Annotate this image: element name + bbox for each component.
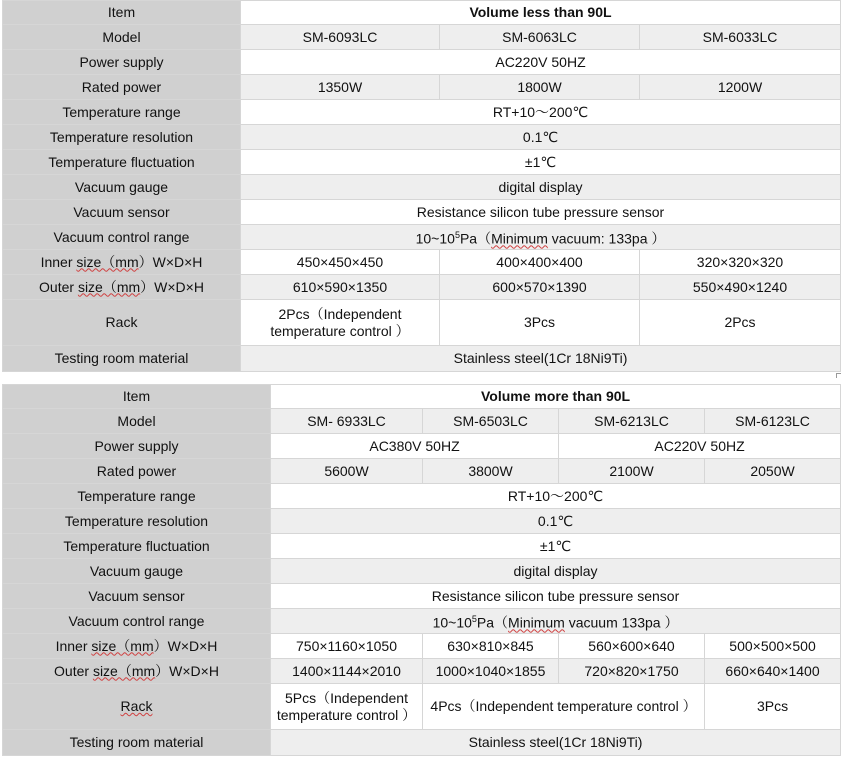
label-part: ）W×D×H [155, 662, 219, 679]
model-cell: SM-6033LC [640, 25, 841, 50]
value-cell: 750×1160×1050 [271, 634, 423, 659]
label-part: ）W×D×H [140, 278, 204, 295]
table-row [3, 659, 841, 684]
value-cell: 0.1℃ [271, 509, 841, 534]
vac-exponent: 5 [454, 229, 460, 240]
table-row [3, 100, 841, 125]
table-row [3, 125, 841, 150]
value-cell: RT+10～200℃ [241, 100, 841, 125]
row-label: Power supply [3, 434, 271, 459]
table-row [3, 275, 841, 300]
row-label: Vacuum sensor [3, 200, 241, 225]
value-cell: Resistance silicon tube pressure sensor [271, 584, 841, 609]
value-cell: 1400×1144×2010 [271, 659, 423, 684]
value-cell: 2Pcs（Independent temperature control ） [241, 300, 440, 346]
table-row [3, 730, 841, 756]
row-label: Item [3, 1, 241, 25]
label-part: Outer [54, 662, 93, 679]
value-cell: 3800W [423, 459, 559, 484]
value-cell: 2050W [705, 459, 841, 484]
table-row [3, 559, 841, 584]
table-row [3, 175, 841, 200]
table-row [3, 434, 841, 459]
value-cell: 5Pcs（Independent temperature control ） [271, 684, 423, 730]
value-cell: 1200W [640, 75, 841, 100]
label-part: Inner [55, 637, 92, 654]
value-cell: 550×490×1240 [640, 275, 841, 300]
table-row [3, 609, 841, 634]
vac-suffix: vacuum: 133pa ） [547, 230, 666, 247]
value-cell: 0.1℃ [241, 125, 841, 150]
value-cell: 560×600×640 [559, 634, 705, 659]
table-row [3, 346, 841, 372]
value-cell: ±1℃ [241, 150, 841, 175]
model-cell: SM-6093LC [241, 25, 440, 50]
table-row [3, 200, 841, 225]
row-label: Model [3, 25, 241, 50]
row-label: Vacuum gauge [3, 175, 241, 200]
value-cell: 3Pcs [705, 684, 841, 730]
value-cell: 2Pcs [640, 300, 841, 346]
row-label: Vacuum sensor [3, 584, 271, 609]
value-cell: 1000×1040×1855 [423, 659, 559, 684]
label-part: ）W×D×H [153, 637, 218, 654]
value-cell: 610×590×1350 [241, 275, 440, 300]
value-cell: 720×820×1750 [559, 659, 705, 684]
table-row [3, 534, 841, 559]
value-cell: 320×320×320 [640, 250, 841, 275]
vac-range-text: 10~10 [415, 230, 455, 247]
table-row [3, 250, 841, 275]
value-cell: 600×570×1390 [440, 275, 640, 300]
value-cell: 400×400×400 [440, 250, 640, 275]
row-label [3, 634, 271, 659]
label-part-underlined: size（mm [91, 637, 154, 654]
table-title: Volume more than 90L [271, 385, 841, 409]
label-part-underlined: size（mm [77, 278, 141, 295]
value-cell: 630×810×845 [423, 634, 559, 659]
row-label: Rated power [3, 75, 241, 100]
value-cell: 3Pcs [440, 300, 640, 346]
vac-range-text: 10~10 [432, 614, 472, 631]
value-cell: 2100W [559, 459, 705, 484]
model-cell: SM-6503LC [423, 409, 559, 434]
value-cell: Resistance silicon tube pressure sensor [241, 200, 841, 225]
vac-exponent: 5 [471, 613, 477, 624]
row-label: Item [3, 385, 271, 409]
row-label [3, 684, 271, 730]
value-cell: 1800W [440, 75, 640, 100]
label-part: Outer [39, 278, 78, 295]
value-cell: 660×640×1400 [705, 659, 841, 684]
value-cell: 4Pcs（Independent temperature control ） [423, 684, 705, 730]
table-row [3, 509, 841, 534]
label-part: Inner [40, 253, 77, 270]
value-cell: Stainless steel(1Cr 18Ni9Ti) [241, 346, 841, 372]
table-row [3, 484, 841, 509]
vac-unit: Pa（ [459, 230, 492, 247]
row-label: Model [3, 409, 271, 434]
table-row [3, 459, 841, 484]
row-label: Temperature range [3, 100, 241, 125]
vacuum-range-cell [271, 609, 841, 634]
vac-minimum: Minimum [491, 230, 548, 247]
row-label: Temperature fluctuation [3, 534, 271, 559]
table-row [3, 75, 841, 100]
vac-unit: Pa（ [476, 614, 509, 631]
model-cell: SM-6213LC [559, 409, 705, 434]
row-label [3, 659, 271, 684]
table-row [3, 25, 841, 50]
value-cell: 1350W [241, 75, 440, 100]
rack-label: Rack [120, 698, 153, 714]
table-row [3, 634, 841, 659]
value-cell: 5600W [271, 459, 423, 484]
value-cell: Stainless steel(1Cr 18Ni9Ti) [271, 730, 841, 756]
value-cell: AC220V 50HZ [559, 434, 841, 459]
row-label: Rated power [3, 459, 271, 484]
row-label: Temperature fluctuation [3, 150, 241, 175]
value-cell: AC380V 50HZ [271, 434, 559, 459]
table-row [3, 150, 841, 175]
table-title: Volume less than 90L [241, 1, 841, 25]
spec-table-small [2, 0, 841, 372]
table-row [3, 684, 841, 730]
label-part: ）W×D×H [138, 253, 203, 270]
value-cell: AC220V 50HZ [241, 50, 841, 75]
table-row [3, 225, 841, 250]
value-cell: digital display [241, 175, 841, 200]
vac-suffix: vacuum 133pa ） [564, 614, 679, 631]
corner-mark [836, 373, 841, 378]
vac-minimum: Minimum [508, 614, 565, 631]
row-label: Temperature range [3, 484, 271, 509]
table-row [3, 300, 841, 346]
row-label: Testing room material [3, 730, 271, 756]
row-label: Vacuum control range [3, 609, 271, 634]
model-cell: SM- 6933LC [271, 409, 423, 434]
value-cell: 500×500×500 [705, 634, 841, 659]
row-label [3, 275, 241, 300]
label-part-underlined: size（mm [92, 662, 156, 679]
row-label: Testing room material [3, 346, 241, 372]
label-part-underlined: size（mm [76, 253, 139, 270]
table-row [3, 584, 841, 609]
table-row [3, 1, 841, 25]
value-cell: ±1℃ [271, 534, 841, 559]
value-cell: RT+10～200℃ [271, 484, 841, 509]
table-row [3, 50, 841, 75]
row-label: Rack [3, 300, 241, 346]
value-cell: 450×450×450 [241, 250, 440, 275]
model-cell: SM-6063LC [440, 25, 640, 50]
vacuum-range-cell [241, 225, 841, 250]
row-label: Temperature resolution [3, 125, 241, 150]
spec-table-large [2, 384, 841, 756]
row-label: Vacuum gauge [3, 559, 271, 584]
table-row [3, 385, 841, 409]
row-label: Temperature resolution [3, 509, 271, 534]
row-label: Vacuum control range [3, 225, 241, 250]
row-label: Power supply [3, 50, 241, 75]
model-cell: SM-6123LC [705, 409, 841, 434]
row-label [3, 250, 241, 275]
table-row [3, 409, 841, 434]
value-cell: digital display [271, 559, 841, 584]
